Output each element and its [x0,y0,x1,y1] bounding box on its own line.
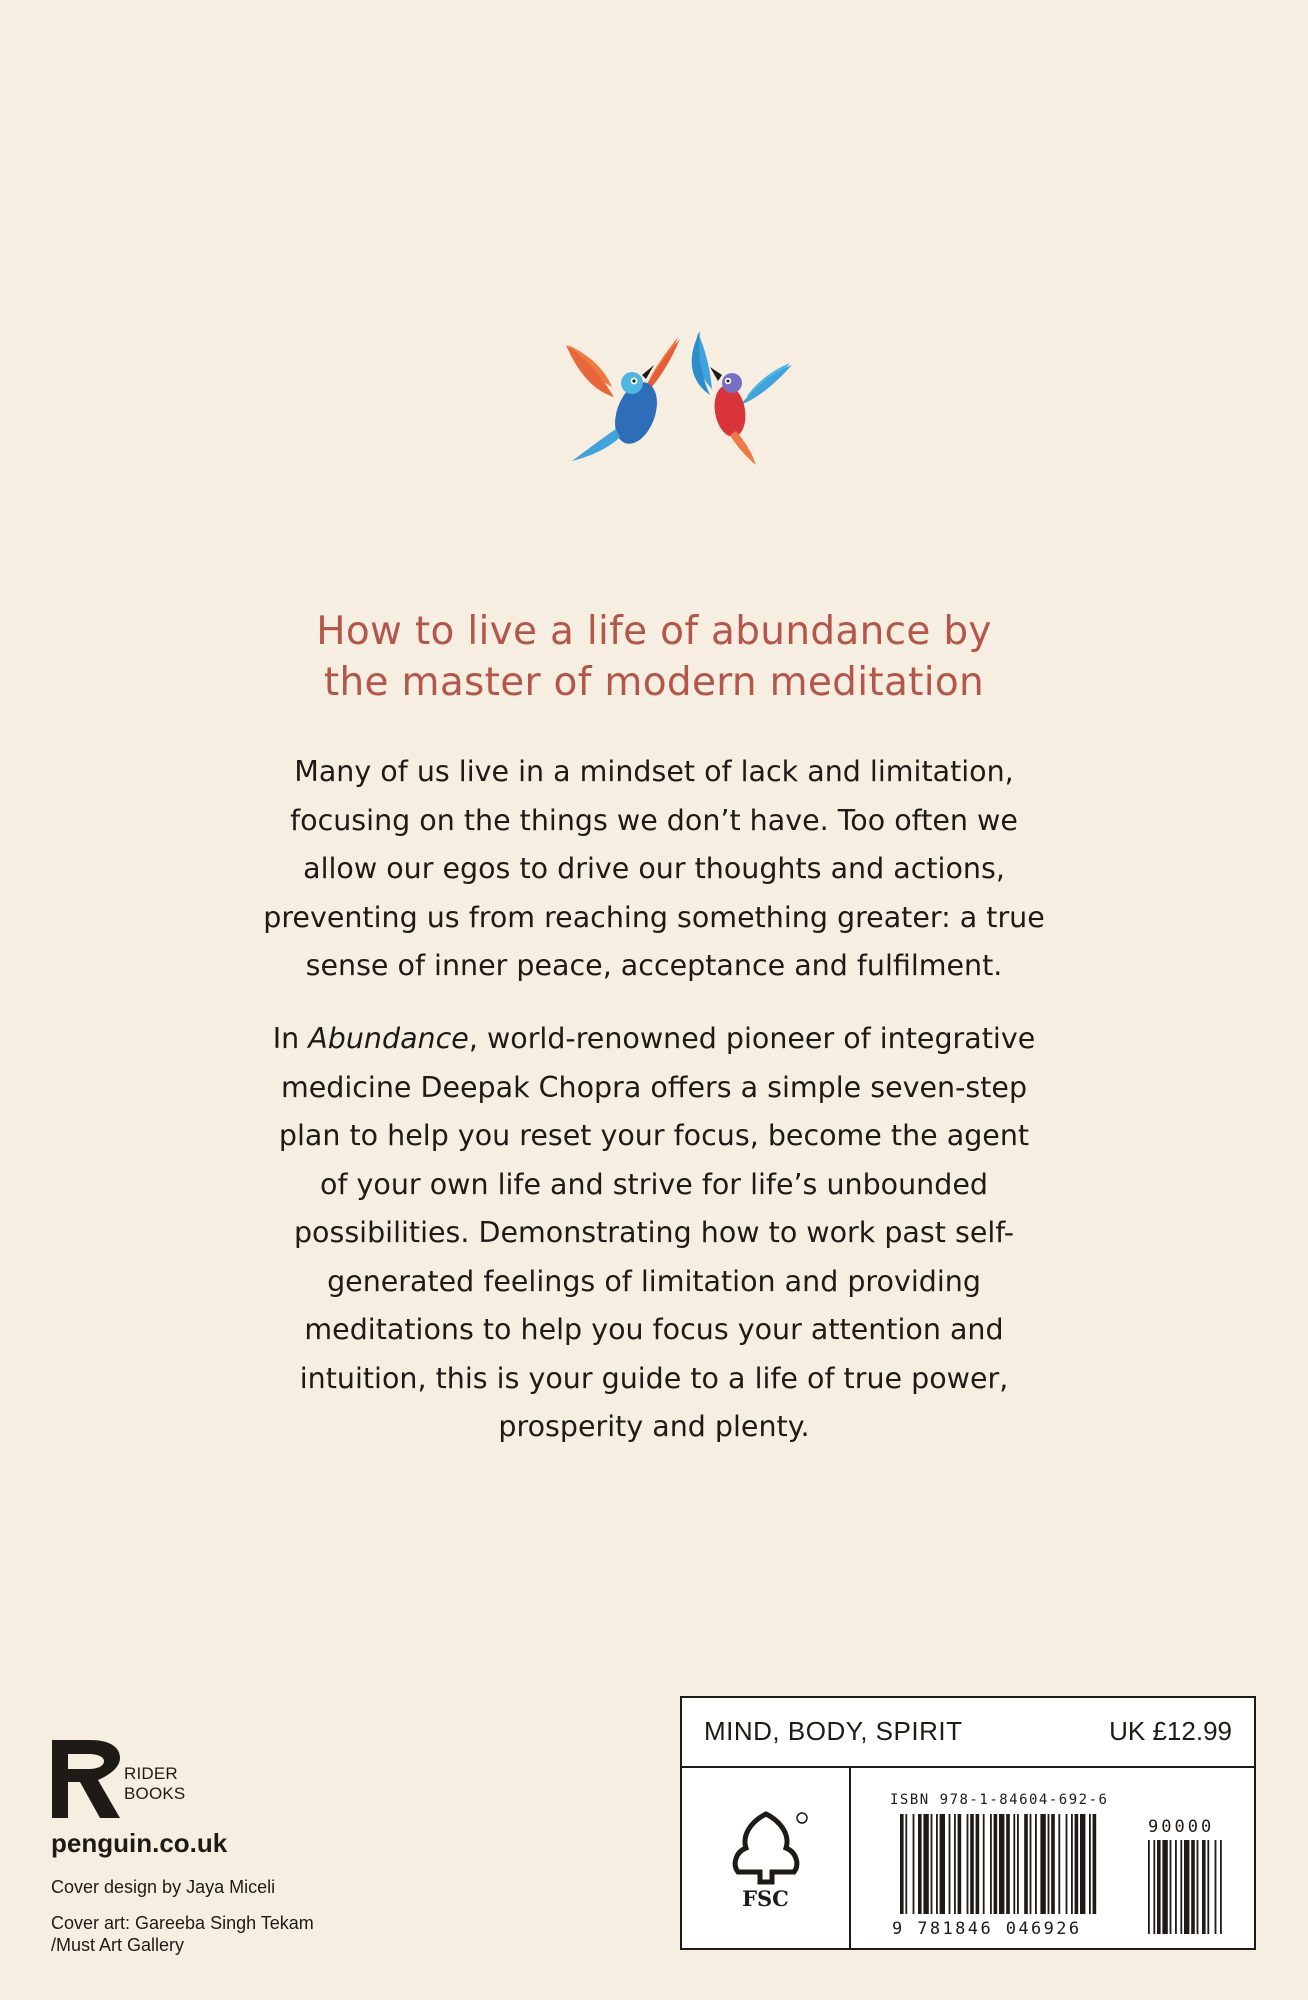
barcode-bar [999,1814,1004,1914]
barcode-bar [900,1814,904,1914]
barcode-addon-bar [1157,1840,1161,1934]
blurb-line: preventing us from reaching something greater: a true [263,900,1045,934]
blurb-line: of your own life and strive for life’s unbounded [320,1167,988,1201]
barcode-bar [923,1814,928,1914]
price-row [682,1698,1254,1768]
barcode-bar [1071,1814,1073,1914]
barcode-bar [1035,1814,1037,1914]
logo-line-2: BOOKS [124,1784,186,1803]
headline-line-1: How to live a life of abundance by [316,609,992,654]
blurb-line: sense of inner peace, acceptance and fulfilment. [305,949,1003,982]
barcode-main-bars [900,1814,1096,1914]
barcode-addon-bar [1180,1840,1182,1934]
fsc-cell [682,1768,851,1948]
cover-design-credit: Cover design by Jaya Miceli [51,1877,276,1897]
barcode-addon-bar [1175,1840,1177,1934]
barcode-bar [1048,1814,1050,1914]
headline-line-2: the master of modern meditation [323,660,985,705]
category-label: MIND, BODY, SPIRIT [704,1716,963,1746]
orange-bird-icon [566,337,680,461]
barcode-bar [1006,1814,1010,1914]
barcode-bar [994,1814,998,1914]
blurb-line: plan to help you reset your focus, become the agent [278,1119,1030,1152]
logo-line-1: RIDER [124,1764,178,1783]
barcode-addon-bar [1153,1840,1155,1934]
blurb-line: allow our egos to drive our thoughts and actions, [303,852,1005,885]
blurb-prefix: In [272,1022,309,1055]
barcode-addon-bar [1170,1840,1172,1934]
barcode-bar [958,1814,962,1914]
isbn-label: ISBN 978-1-84604-692-6 [890,1792,1109,1808]
barcode-addon-bar [1148,1840,1150,1934]
barcode-bar [1030,1814,1032,1914]
blurb-line: intuition, this is your guide to a life of true power, [299,1361,1009,1395]
barcode-addon-bar [1162,1840,1167,1934]
blurb-line [220,1015,1088,1064]
cover-art-line-1: Cover art: Gareeba Singh Tekam [51,1913,314,1933]
barcode-bar [1040,1814,1045,1914]
blurb-line: Many of us live in a mindset of lack and limitation, [294,755,1014,788]
barcode-bar [913,1814,915,1914]
barcode-bar [1017,1814,1019,1914]
barcode-bar [936,1814,938,1914]
barcode-bar [1080,1814,1085,1914]
barcode-bar [1075,1814,1079,1914]
barcode-bar [1089,1814,1091,1914]
barcode-digits: 9 781846 046926 [892,1919,1082,1938]
book-title: Abundance [308,1022,469,1055]
barcode-bar [967,1814,969,1914]
blurb-line: possibilities. Demonstrating how to work past self- [293,1216,1015,1249]
price-barcode-box [680,1696,1256,1950]
barcode-bar [990,1814,992,1914]
blurb-line: prosperity and plenty. [498,1410,810,1443]
barcode-addon-bar [1202,1840,1206,1934]
barcode-addon-bars [1148,1840,1222,1934]
barcode-bar [918,1814,922,1914]
publisher-website: penguin.co.uk [51,1828,228,1858]
cover-art-line-2: /Must Art Gallery [51,1935,185,1955]
blurb-paragraph-1 [220,748,1088,991]
cover-art-credit [51,1912,351,1956]
barcode-bar [931,1814,933,1914]
barcode-addon-bar [1184,1840,1189,1934]
barcode-bar [1051,1814,1055,1914]
barcode-bar [983,1814,985,1914]
publisher-logo-text [124,1764,185,1804]
barcode-bar [1013,1814,1015,1914]
barcode-addon-bar [1191,1840,1195,1934]
blurb-line: medicine Deepak Chopra offers a simple seven-step [280,1070,1028,1104]
barcode-bar [970,1814,974,1914]
blurb-line: meditations to help you focus your attention and [304,1313,1004,1346]
barcode-bar [1058,1814,1060,1914]
barcode [886,1810,1242,1938]
price-label: UK £12.99 [1109,1716,1232,1746]
blurb-paragraph-2 [220,1015,1088,1452]
barcode-bar [954,1814,956,1914]
barcode-bar [1066,1814,1068,1914]
barcode-addon-bar [1207,1840,1209,1934]
addon-digits: 90000 [1148,1817,1215,1837]
blue-bird-icon [692,331,792,465]
birds-illustration [560,325,800,470]
barcode-addon-bar [1220,1840,1222,1934]
blurb-suffix: , world-renowned pioneer of integrative [468,1022,1036,1055]
barcode-bar [1024,1814,1028,1914]
barcode-bar [976,1814,980,1914]
barcode-bar [949,1814,951,1914]
barcode-bar [1093,1814,1097,1914]
fsc-label: FSC [742,1886,789,1911]
barcode-addon-bar [1197,1840,1199,1934]
blurb-line: generated feelings of limitation and providing [327,1264,981,1298]
barcode-bar [905,1814,907,1914]
blurb-line: focusing on the things we don’t have. Too often we [290,803,1018,837]
barcode-addon-bar [1215,1840,1217,1934]
barcode-bar [940,1814,945,1914]
headline [200,606,1108,708]
